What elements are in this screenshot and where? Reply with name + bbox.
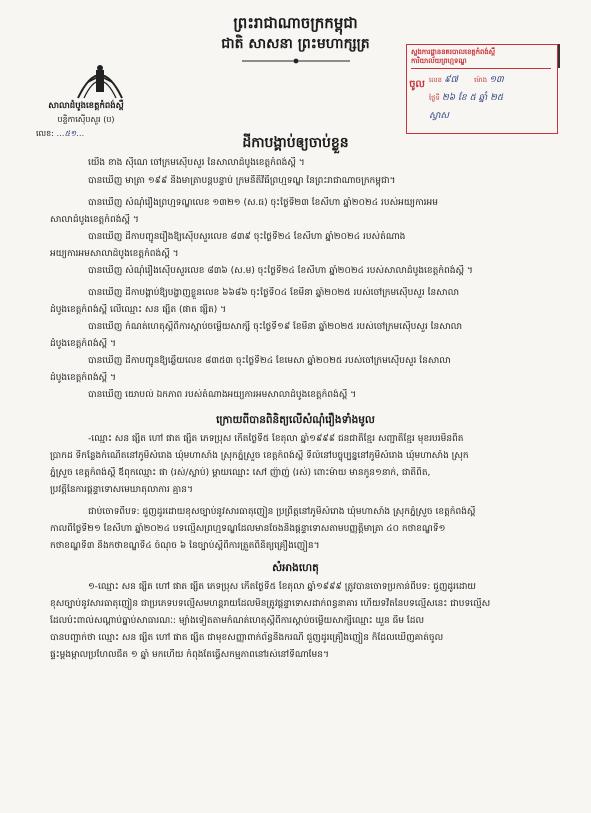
stamp-number-value: ៩៧ xyxy=(444,75,458,85)
stamp-title-line-1: ស្នងការដ្ឋាននគរបាលខេត្តកំពង់ស្ពឺ xyxy=(411,48,496,56)
clause-line: សាលាដំបូងខេត្តកំពង់ស្ពឺ ។ xyxy=(50,215,139,225)
stamp-title-line-2: ការិយាល័យព្រហ្មទណ្ឌ xyxy=(411,57,467,65)
reason-line: ខុសច្បាប់នូវសារធាតុញៀន ជាប្រភេទបទល្មើសមហន្តរាយដែលមិនត្រូវផ្ដន្ទាទោសដាក់ពន្ធនាគារ ហើយទវិតនៃបទល្មើសនេះ ជាបទល្មើស xyxy=(50,599,491,609)
reason-line: ១-ឈ្មោះ សន ផ្សិត ហៅ ផាត ផ្សិត ភេទប្រុស កើតថ្ងៃទី៥ ខែតុលា ឆ្នាំ១៩៩៩ ត្រូវបានចោទប្រកាន់ពីបទ: ជួញដូរដោយ xyxy=(88,582,476,592)
stamp-signature: ស្វាស xyxy=(429,111,449,121)
clause-line: បានឃើញ សំណុំរឿងស៊ើបសួរលេខ ៨៣៦ (ស.ម) ចុះថ្ងៃទី២៤ ខែសីហា ឆ្នាំ២០២៤ របស់សាលាដំបូងខេត្តកំពង់ស្ពឺ ។ xyxy=(88,266,473,276)
clause-line: បានឃើញ មាត្រា ១៩៩ និងមាត្រាបន្តបន្ទាប់ ក្រមនីតិវិធីព្រហ្មទណ្ឌ នៃព្រះរាជាណាចក្រកម្ពុជា។ xyxy=(88,176,396,186)
stamp-title xyxy=(411,48,551,69)
reason-line: ដែលប៉ះពាល់សណ្ដាប់ធ្នាប់សាធារណៈ: ម្យ៉ាងទៀតតាមកំណត់ហេតុស្ដីពីការស្ដាប់ចម្លើយសាក្សីឈ្មោះ ឃួន ធីម ដែល xyxy=(50,616,425,626)
stamp-row-number xyxy=(429,73,551,88)
clause-line: បានឃើញ យោបល់ ឯកភាព របស់តំណាងអយ្យការអមសាលាដំបូងខេត្តកំពង់ស្ពឺ ។ xyxy=(88,390,357,400)
received-stamp xyxy=(406,44,558,134)
clause-line: អយ្យការអមសាលាដំបូងខេត្តកំពង់ស្ពឺ ។ xyxy=(50,249,179,259)
stamp-time-value: ១៣ xyxy=(489,75,504,85)
document-title: ដីកាបង្គាប់ឲ្យចាប់ខ្លួន xyxy=(242,135,349,151)
stamp-corner-mark xyxy=(558,44,568,68)
section-review-heading: ក្រោយពីបានពិនិត្យលើសំណុំរឿងទាំងមូល xyxy=(216,414,375,426)
review-line: ភ្នំស្រួច ខេត្តកំពង់ស្ពឺ ឪពុកឈ្មោះ ផា (រស់/ស្លាប់) ម្ដាយឈ្មោះ សៅ ញ៉ាញ់ (រស់) ពោះម៉ាយ មានកូន១នាក់, ជាតិពិត, xyxy=(50,468,431,478)
review-line: កាលពីថ្ងៃទី២១ ខែសីហា ឆ្នាំ២០២៤ បទល្មើសព្រហ្មទណ្ឌដែលមានចែងនិងផ្ដន្ទាទោសតាមបញ្ញត្តិមាត្រា ៤០ កថាខណ្ឌទី១ xyxy=(50,524,446,534)
clause-line: ដំបូងខេត្តកំពង់ស្ពឺ លើឈ្មោះ សន ផ្សិត (ផាត ផ្សិត) ។ xyxy=(50,305,227,315)
reference-label: លេខ: xyxy=(36,129,54,138)
clause-line: ដំបូងខេត្តកំពង់ស្ពឺ ។ xyxy=(50,339,116,349)
stamp-date-value: ២៦ ខែ ៥ ឆ្នាំ ២៥ xyxy=(441,93,504,103)
reference-value: …៥១… xyxy=(56,129,85,138)
review-line: -ឈ្មោះ សន ផ្សិត ហៅ ផាត ផ្សិត ភេទប្រុស កើតថ្ងៃទី៥ ខែតុលា ឆ្នាំ១៩៩៩ ជនជាតិខ្មែរ សញ្ជាតិខ្មែរ មុខរបរមិនពិត xyxy=(88,434,464,444)
ornament-divider xyxy=(240,58,352,64)
section-reasons-heading: សំអាងហេតុ xyxy=(272,562,319,574)
review-line: ប្រាកដ ទីកន្លែងកំណើតនៅភូមិសំរោង ឃុំមហាសាំង ស្រុកភ្នំស្រួច ខេត្តកំពង់ស្ពឺ ទីលំនៅបច្ចុប្បន្ននៅភូមិសំរោង ឃុំមហាសាំង ស្រុក xyxy=(50,451,469,461)
intro-line: យើង ខាង ស៊ីណេ ចៅក្រមស៊ើបសួរ នៃសាលាដំបូងខេត្តកំពង់ស្ពឺ ។ xyxy=(88,158,305,168)
review-line: ជាប់ចោទពីបទ: ជួញដូរដោយខុសច្បាប់នូវសារធាតុញៀន ប្រព្រឹត្តនៅភូមិសំរោង ឃុំមហាសាំង ស្រុកភ្នំស្រួច ខេត្តកំពង់ស្ពឺ xyxy=(88,507,476,517)
court-name: សាលាដំបូងខេត្តកំពង់ស្ពឺ xyxy=(48,101,124,111)
stamp-side-label: ចូល xyxy=(409,79,425,90)
stamp-row-date xyxy=(429,91,551,106)
clause-line: បានឃើញ សំណុំរឿងព្រហ្មទណ្ឌលេខ ១៣២១ (ស.ធ) ចុះថ្ងៃទី២៣ ខែសីហា ឆ្នាំ២០២៤ របស់អយ្យការអម xyxy=(88,198,438,208)
clause-line: បានឃើញ ដីកាបង្គាប់ឱ្យបង្ហាញខ្លួនលេខ ៦៦៨៦ ចុះថ្ងៃទី០៤ ខែមីនា ឆ្នាំ២០២៥ របស់ចៅក្រមស៊ើបសួរ នៃសាលា xyxy=(88,288,460,298)
review-line: កថាខណ្ឌទី៣ និងកថាខណ្ឌទី៤ ចំណុច ៦ នៃច្បាប់ស្ដីពីការត្រួតពិនិត្យគ្រឿងញៀន។ xyxy=(50,541,320,551)
court-emblem-icon xyxy=(74,58,126,100)
stamp-row-sign xyxy=(429,109,551,124)
clause-line: បានឃើញ ដីកាបញ្ជូនរឿងឱ្យស៊ើបសួរលេខ ៨៣៩ ចុះថ្ងៃទី២៤ ខែសីហា ឆ្នាំ២០២៤ របស់តំណាង xyxy=(88,232,406,242)
clause-line: បានឃើញ កំណត់ហេតុស្ដីពីការស្ដាប់ចម្លើយសាក្សី ចុះថ្ងៃទី១៩ ខែមីនា ឆ្នាំ២០២៥ របស់ចៅក្រមស៊ើបសួរ នៃសាលា xyxy=(88,322,463,332)
national-motto: ជាតិ សាសនា ព្រះមហាក្សត្រ xyxy=(221,36,370,52)
reason-line: ផ្ទះម្ដងម្កាលប្រហែលជិត ១ ឆ្នាំ មកហើយ កំពុងតែធ្វើសកម្មភាពនៅរស់នៅទីណាមែន។ xyxy=(50,650,329,660)
stamp-number-label: លេខ xyxy=(429,76,442,84)
reason-line: បានបញ្ជាក់ថា ឈ្មោះ សន ផ្សិត ហៅ ផាត ផ្សិត ជាមុខសញ្ញាពាក់ព័ន្ធនឹងករណី ជួញដូរគ្រឿងញៀន ក៏ដែលឃើញគាត់ចូល xyxy=(50,633,444,643)
stamp-date-label: ថ្ងៃទី xyxy=(429,94,440,102)
kingdom-heading: ព្រះរាជាណាចក្រកម្ពុជា xyxy=(233,14,358,32)
stamp-time-label: ម៉ោង xyxy=(474,76,488,84)
clause-line: ដំបូងខេត្តកំពង់ស្ពឺ ។ xyxy=(50,373,116,383)
review-line: ប្រវត្តិនៃការផ្ដន្ទាទោសមេឃាតុលាការ គ្មាន។ xyxy=(50,485,193,495)
clerk-office: បន្ទិកាស៊ើបសួរ (ប) xyxy=(57,115,115,124)
clause-line: បានឃើញ ដីកាបញ្ជូនឱ្យឆ្លើយលេខ ៨៣៥៣ ចុះថ្ងៃទី២៤ ខែមេសា ឆ្នាំ២០២៥ របស់ចៅក្រមស៊ើបសួរ នៃសាលា xyxy=(88,356,451,366)
